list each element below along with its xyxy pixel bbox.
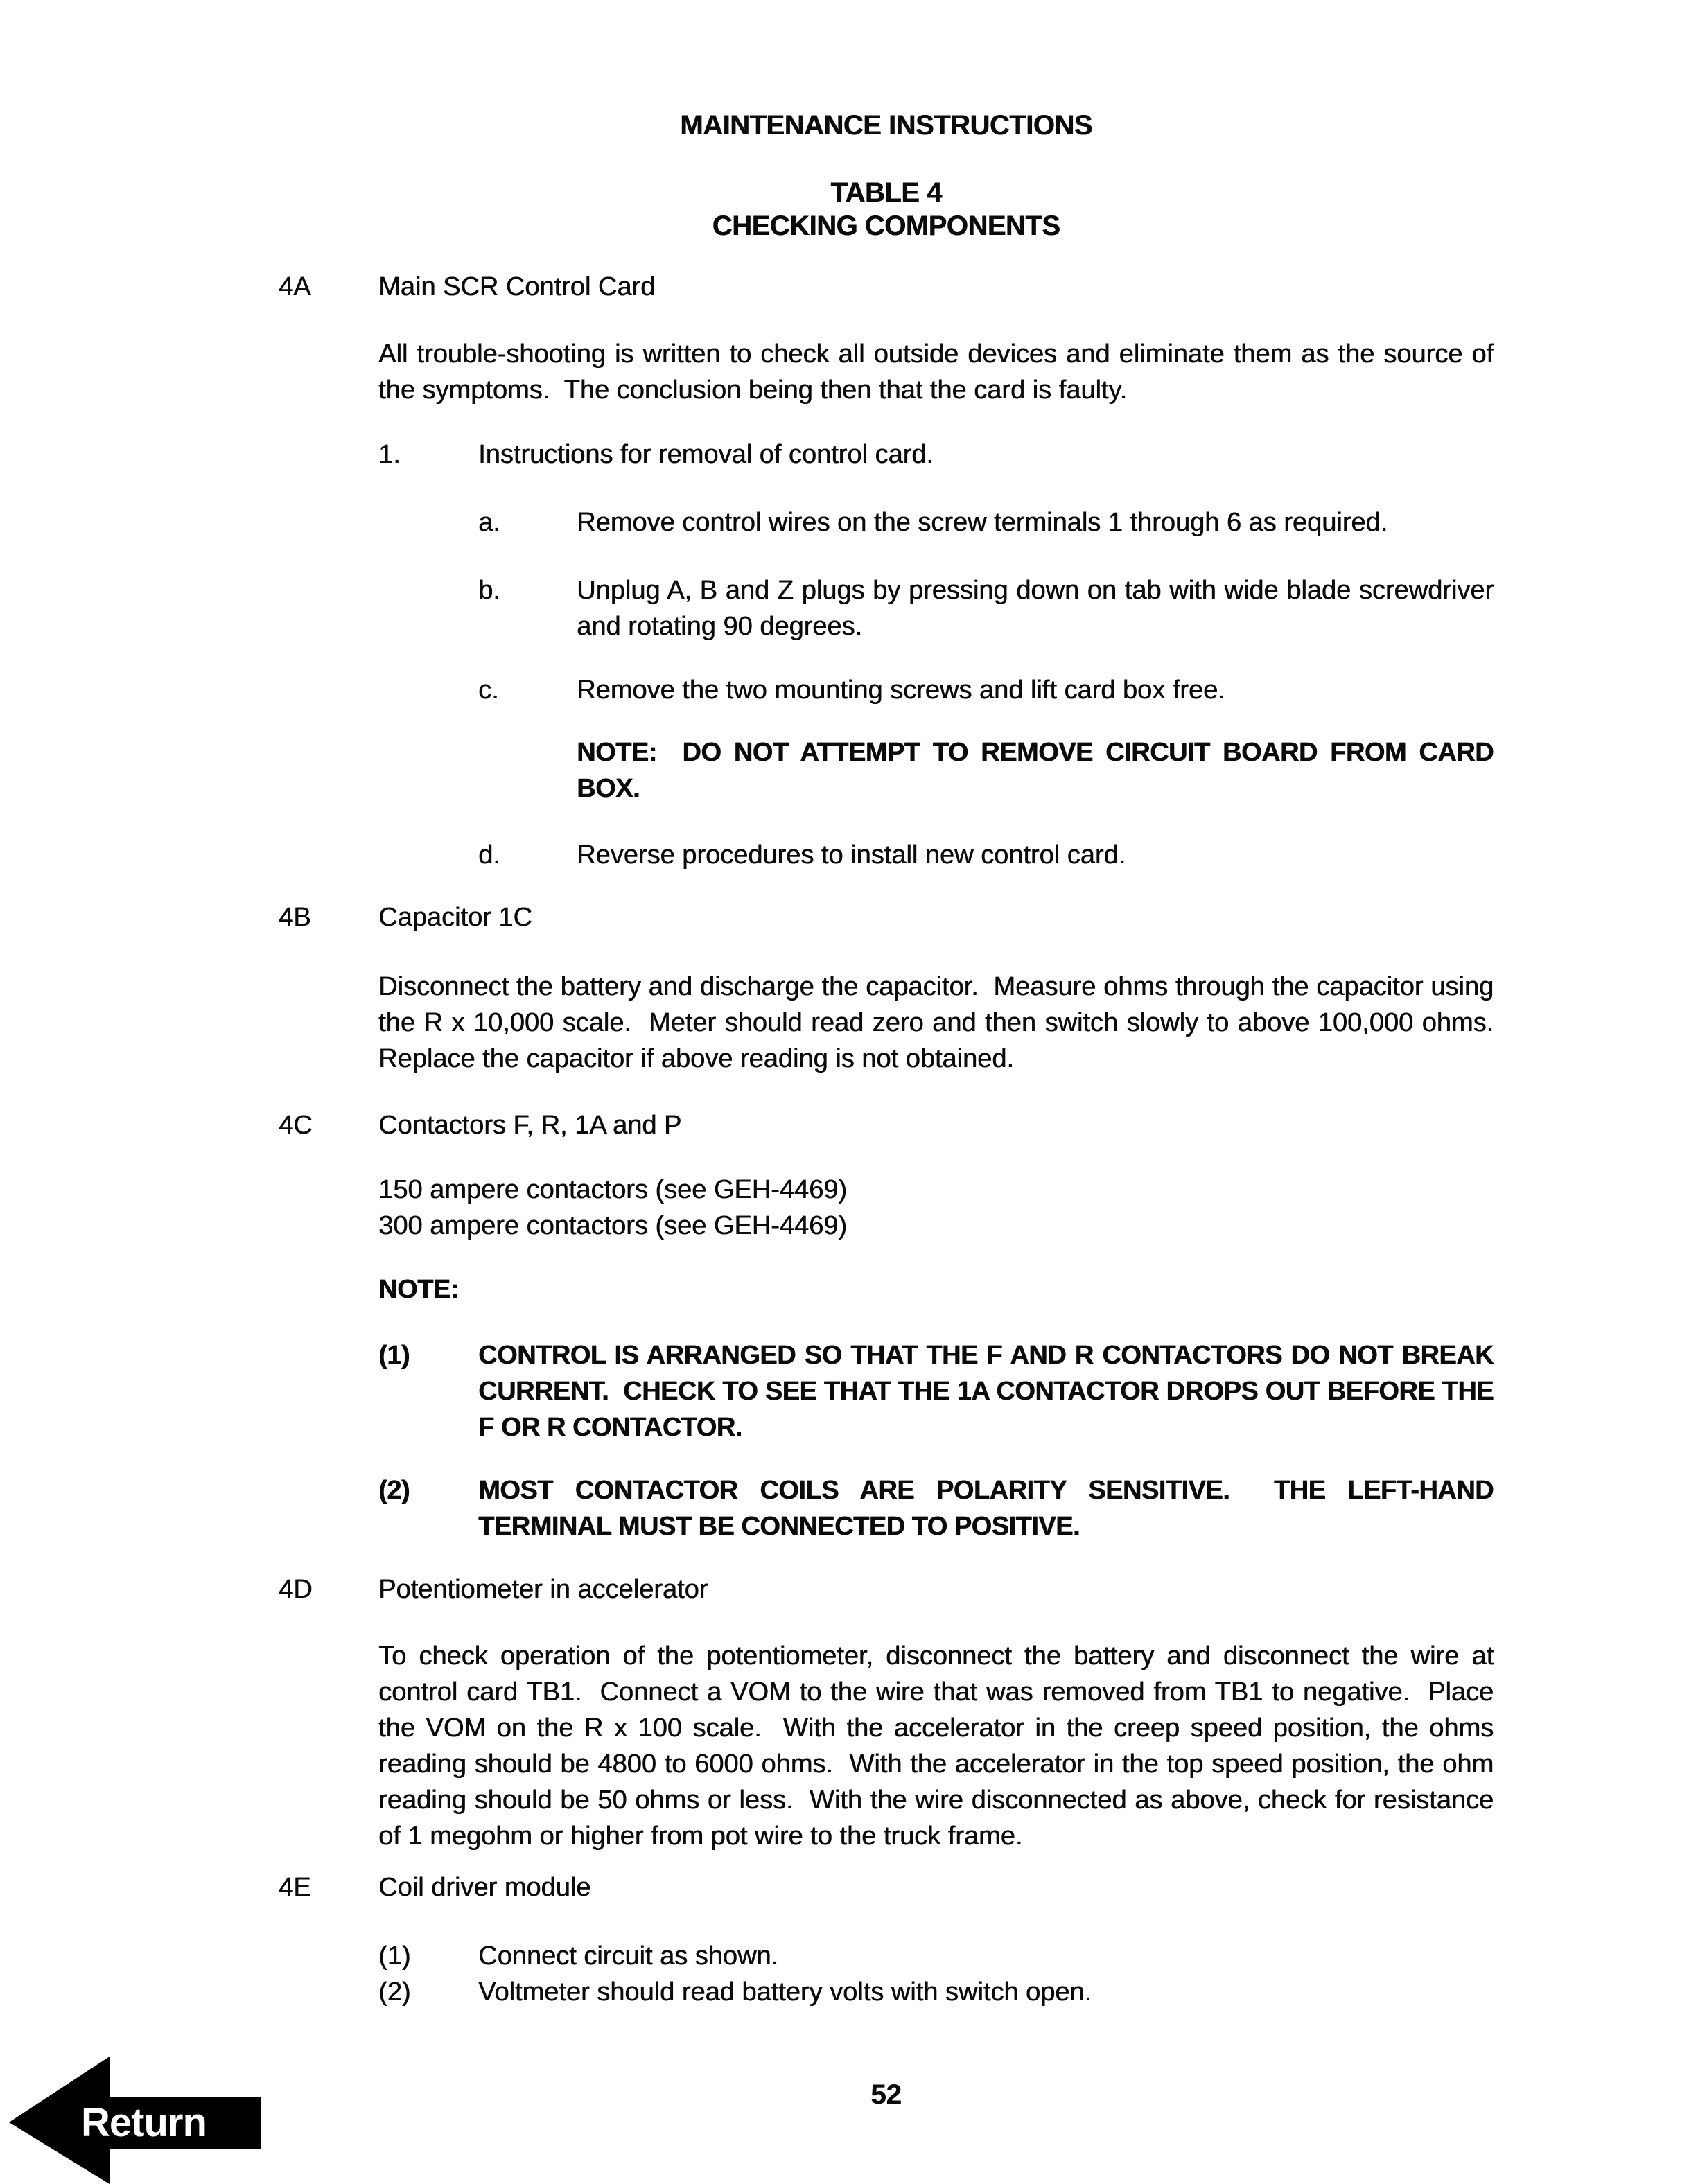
- list-text: Remove control wires on the screw terminals 1 through 6 as required.: [577, 508, 1388, 537]
- page-title: MAINTENANCE INSTRUCTIONS: [680, 110, 1092, 141]
- note-text: MOST CONTACTOR COILS ARE POLARITY SENSITIVE. THE LEFT-HAND TERMINAL MUST BE CONNECTED TO POSITIVE.: [478, 1476, 1501, 1541]
- section-4d-label: 4D: [279, 1575, 313, 1604]
- list-text: Connect circuit as shown.: [478, 1941, 778, 1971]
- list-number: a.: [478, 508, 500, 537]
- step-item-1: [378, 1938, 1494, 1974]
- list-number: (1): [378, 1341, 410, 1370]
- list-number: 1.: [378, 440, 401, 469]
- section-4c-heading: [279, 1107, 1494, 1143]
- list-text: Unplug A, B and Z plugs by pressing down on tab with wide blade screwdriver and rotating 90 degrees.: [577, 576, 1501, 641]
- section-4e-label: 4E: [279, 1873, 311, 1902]
- page-number: 52: [870, 2079, 902, 2110]
- list-number: (2): [378, 1978, 411, 2007]
- section-4d-heading: [279, 1571, 1494, 1608]
- list-text: Instructions for removal of control card.: [478, 440, 934, 469]
- list-item-a: [478, 504, 1494, 540]
- list-number: b.: [478, 576, 500, 605]
- section-4b-body: Disconnect the battery and discharge the capacitor. Measure ohms through the capacitor using the R x 10,000 scale. Meter should read zero and then switch slowly to above 100,000 ohms. Replace the capacitor if above reading is not obtained.: [378, 972, 1509, 1073]
- section-4a-intro: All trouble-shooting is written to check all outside devices and eliminate them as the source of the symptoms. The conclusion being then that the card is faulty.: [378, 340, 1501, 405]
- table-title: CHECKING COMPONENTS: [712, 211, 1060, 241]
- contactor-rating-150: 150 ampere contactors (see GEH-4469): [378, 1175, 847, 1204]
- section-4a-label: 4A: [279, 272, 311, 301]
- section-4e-title: Coil driver module: [378, 1873, 591, 1902]
- note-text: CONTROL IS ARRANGED SO THAT THE F AND R CONTACTORS DO NOT BREAK CURRENT. CHECK TO SEE THAT THE 1A CONTACTOR DROPS OUT BEFORE THE F OR R CONTACTOR.: [478, 1341, 1501, 1442]
- section-4b-title: Capacitor 1C: [378, 903, 532, 932]
- contactor-rating-300: 300 ampere contactors (see GEH-4469): [378, 1211, 847, 1240]
- note-circuit-board: NOTE: DO NOT ATTEMPT TO REMOVE CIRCUIT BOARD FROM CARD BOX.: [577, 738, 1501, 803]
- return-button[interactable]: [9, 2057, 261, 2184]
- list-item-b: [478, 572, 1501, 644]
- list-number: d.: [478, 840, 500, 870]
- list-text: Voltmeter should read battery volts with switch open.: [478, 1978, 1092, 2007]
- section-4c-label: 4C: [279, 1111, 313, 1140]
- section-4d-body: To check operation of the potentiometer, disconnect the battery and disconnect the wire at control card TB1. Connect a VOM to the wire that was removed from TB1 to negative. Place the VOM on the R x 100 scale. With the accelerator in the creep speed position, the ohms reading should be 4800 to 6000 ohms. With the accelerator in the top speed position, the ohm reading should be 50 ohms or less. With the wire disconnected as above, check for resistance of 1 megohm or higher from pot wire to the truck frame.: [378, 1641, 1501, 1851]
- list-item-c: [478, 672, 1494, 708]
- return-button-label: Return: [81, 2100, 207, 2145]
- note-item-2: [378, 1472, 1501, 1544]
- list-text: Remove the two mounting screws and lift card box free.: [577, 676, 1225, 705]
- section-4e-heading: [279, 1869, 1494, 1905]
- section-4a-title: Main SCR Control Card: [378, 272, 656, 301]
- section-4c-title: Contactors F, R, 1A and P: [378, 1111, 682, 1140]
- section-4a-heading: [279, 269, 1494, 305]
- list-number: (1): [378, 1941, 411, 1971]
- note-label: NOTE:: [378, 1275, 459, 1304]
- section-4b-label: 4B: [279, 903, 311, 932]
- section-4d-title: Potentiometer in accelerator: [378, 1575, 708, 1604]
- table-label: TABLE 4: [830, 177, 942, 208]
- list-number: (2): [378, 1476, 410, 1505]
- list-item-1: [378, 437, 1494, 473]
- step-item-2: [378, 1974, 1494, 2010]
- section-4b-heading: [279, 899, 1494, 935]
- note-item-1: [378, 1337, 1501, 1445]
- list-number: c.: [478, 676, 499, 705]
- list-text: Reverse procedures to install new control card.: [577, 840, 1126, 870]
- list-item-d: [478, 837, 1494, 873]
